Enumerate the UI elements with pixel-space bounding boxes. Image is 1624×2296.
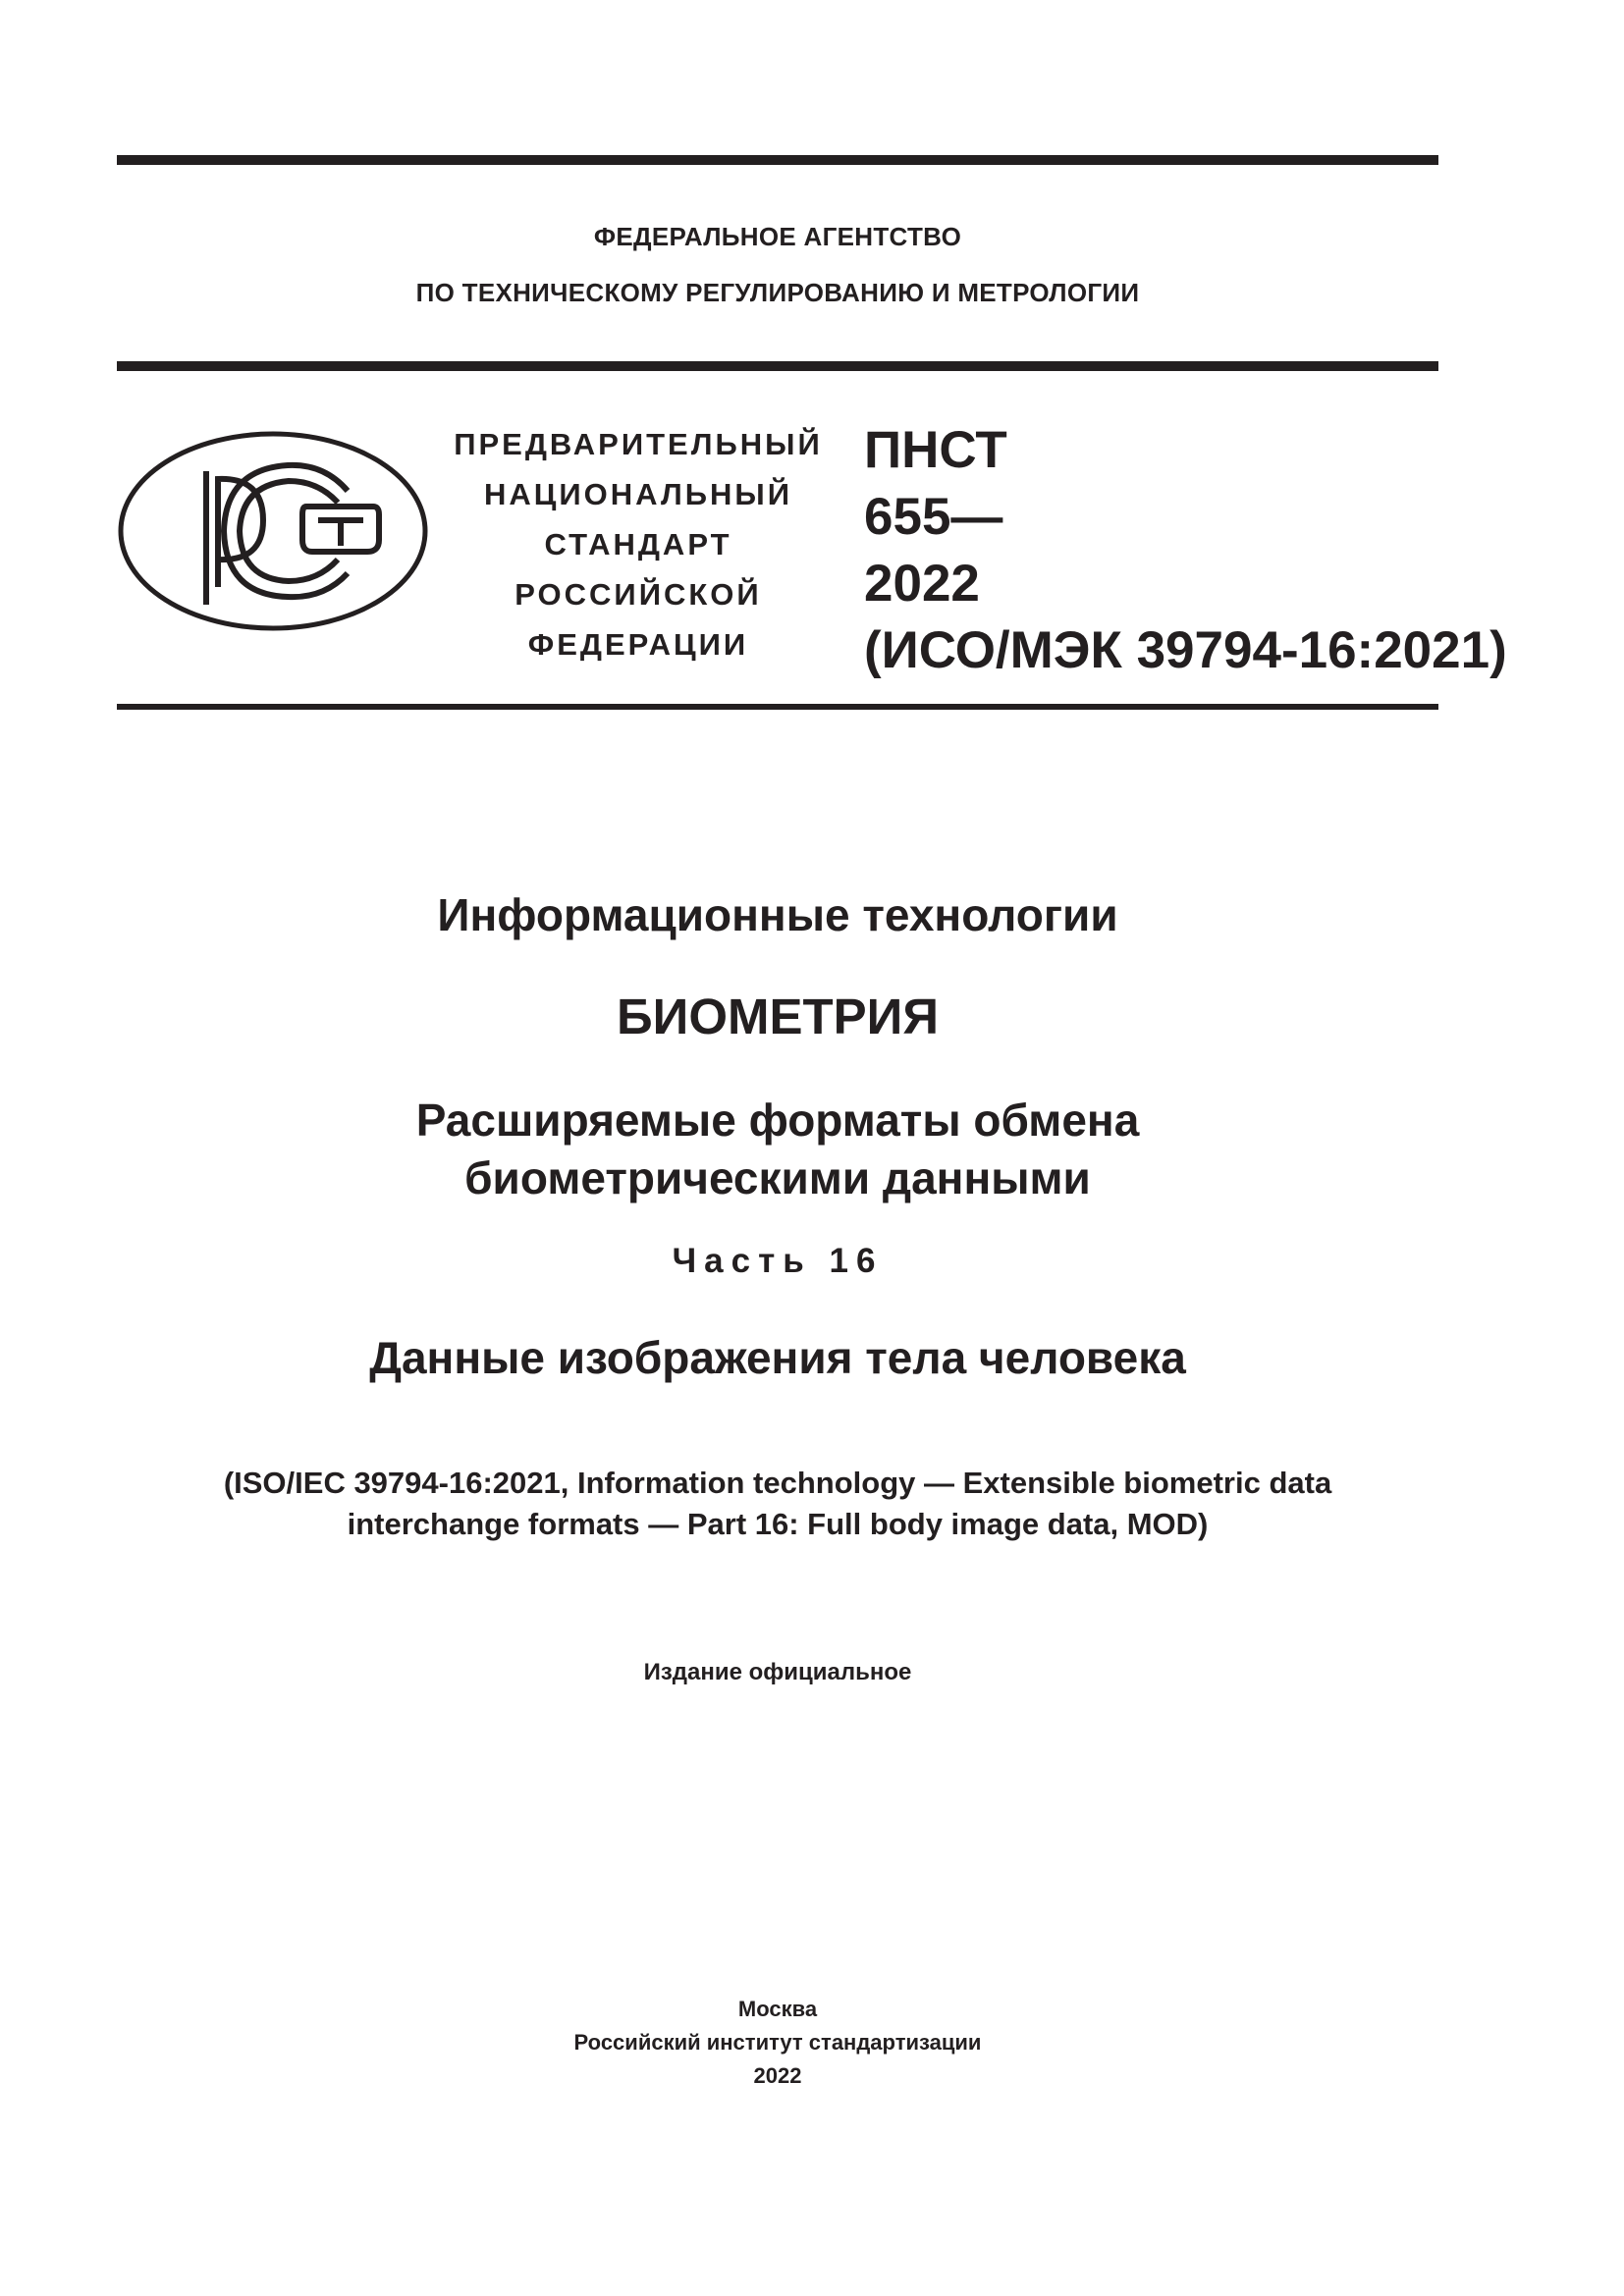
original-standard — [117, 1463, 1438, 1545]
title-line-3a: Расширяемые форматы обмена — [415, 1095, 1140, 1146]
top-rule — [117, 155, 1438, 165]
agency-line-2: ПО ТЕХНИЧЕСКОМУ РЕГУЛИРОВАНИЮ И МЕТРОЛОГИИ — [415, 278, 1140, 307]
standard-type-line: ФЕДЕРАЦИИ — [527, 627, 749, 662]
original-standard-line-2: interchange formats — Part 16: Full body image data, MOD) — [347, 1507, 1209, 1541]
title-line-1: Информационные технологии — [437, 889, 1118, 940]
standard-code-line: 655— — [864, 488, 1003, 546]
standard-code-line: 2022 — [864, 555, 980, 613]
edition-note: Издание официальное — [643, 1659, 912, 1685]
standard-code-line: (ИСО/МЭК 39794-16:2021) — [864, 621, 1507, 679]
publisher — [117, 1993, 1438, 2093]
subtitle: Данные изображения тела человека — [369, 1332, 1186, 1383]
title-line-2: БИОМЕТРИЯ — [617, 988, 939, 1044]
publisher-year: 2022 — [753, 2063, 802, 2088]
standard-type-line: РОССИЙСКОЙ — [514, 577, 762, 612]
standard-type — [432, 419, 844, 669]
part-number: Часть 16 — [672, 1242, 884, 1280]
rst-logo-icon — [116, 430, 430, 632]
standard-code — [864, 417, 1507, 684]
standard-type-line: НАЦИОНАЛЬНЫЙ — [483, 477, 793, 511]
standard-type-line: СТАНДАРТ — [544, 527, 732, 561]
title-line-3 — [117, 1092, 1438, 1207]
standard-type-line: ПРЕДВАРИТЕЛЬНЫЙ — [454, 427, 823, 461]
header-bottom-rule — [117, 704, 1438, 710]
agency-line-1: ФЕДЕРАЛЬНОЕ АГЕНТСТВО — [593, 222, 962, 251]
original-standard-line-1: (ISO/IEC 39794-16:2021, Information technology — Extensible biometric data — [223, 1466, 1332, 1500]
agency-rule — [117, 361, 1438, 371]
title-line-3b: биометрическими данными — [464, 1152, 1091, 1203]
publisher-city: Москва — [737, 1997, 818, 2021]
publisher-name: Российский институт стандартизации — [573, 2030, 982, 2055]
standard-code-line: ПНСТ — [864, 421, 1007, 479]
